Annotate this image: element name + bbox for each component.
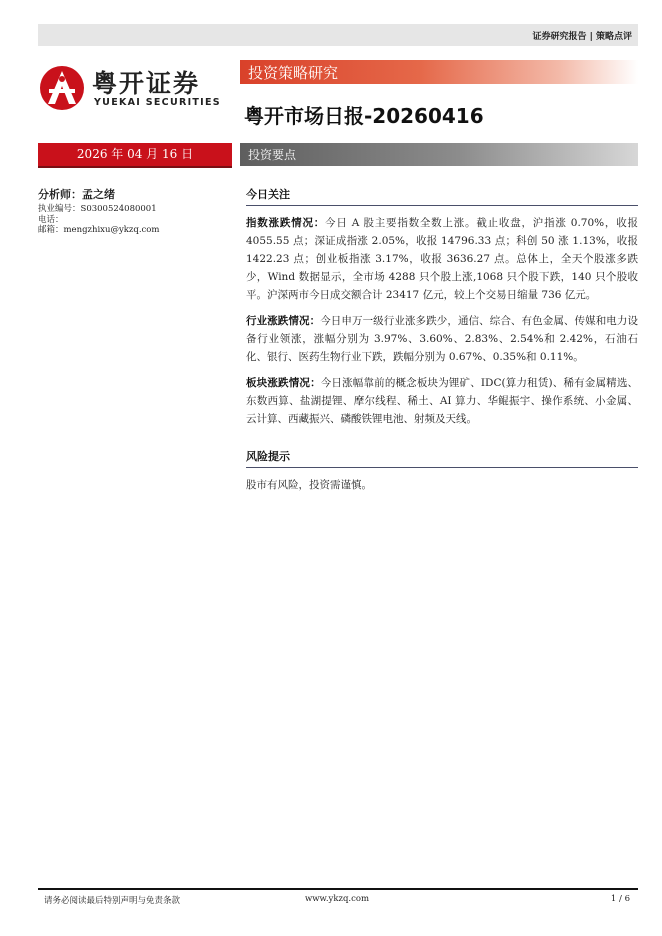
index-performance-text: 今日 A 股主要指数全数上涨。截止收盘，沪指涨 0.70%，收报 4055.55 点；深证成指涨 2.05%，收报 14796.33 点；科创 50 涨 1.13%，收报 1422.23 点；创业板指涨 3.17%，收报 3636.27 点。总体上，全天个股涨多跌少，Wind 数据显示，全市场 4288 只个股上涨,1068 只个股下跌，140 只个股收平。沪深两市今日成交额合计 23417 亿元，较上个交易日缩量 736 亿元。 (246, 217, 639, 301)
index-performance-label: 指数涨跌情况： (246, 217, 326, 229)
index-performance-paragraph (246, 214, 638, 304)
logo-name-en: YUEKAI SECURITIES (94, 97, 221, 108)
analyst-email: 邮箱：mengzhixu@ykzq.com (38, 225, 160, 235)
today-focus-section (246, 186, 638, 428)
category-label: 投资策略研究 (248, 64, 339, 82)
investment-points-header (240, 143, 638, 166)
top-header-bar (38, 24, 638, 46)
footer-disclaimer: 请务必阅读最后特别声明与免责条款 (44, 896, 181, 906)
industry-performance-text: 今日申万一级行业涨多跌少，通信、综合、有色金属、传媒和电力设备行业领涨，涨幅分别为 3.97%、3.60%、2.83%、2.54%和 2.42%，石油石化、银行、医药生物行业下跌，跌幅分别为 0.67%、0.35%和 0.11%。 (246, 315, 639, 363)
sector-performance-paragraph (246, 374, 638, 428)
footer-divider (38, 888, 638, 890)
risk-heading: 风险提示 (246, 448, 638, 468)
investment-points-label: 投资要点 (248, 148, 297, 162)
yuekai-logo-icon (38, 64, 86, 112)
company-logo (38, 64, 228, 112)
industry-performance-label: 行业涨跌情况： (246, 315, 321, 327)
analyst-license: 执业编号：S0300524080001 (38, 204, 157, 214)
sector-performance-text: 今日涨幅靠前的概念板块为锂矿、IDC(算力租赁)、稀有金属精选、东数西算、盐湖提锂、摩尔线程、稀土、AI 算力、华鲲振宇、操作系统、小金属、云计算、西藏振兴、磷酸铁锂电池、射频及天线。 (246, 377, 639, 425)
report-title: 粤开市场日报-20260416 (244, 104, 484, 128)
page-number: 1 / 6 (610, 894, 630, 904)
today-focus-heading: 今日关注 (246, 186, 638, 206)
risk-section (246, 448, 638, 494)
logo-name-cn: 粤开证券 (92, 69, 201, 98)
analyst-phone: 电话： (38, 214, 64, 225)
report-category-label: 证券研究报告 | 策略点评 (532, 32, 632, 42)
risk-text: 股市有风险，投资需谨慎。 (246, 479, 372, 491)
sector-performance-label: 板块涨跌情况： (246, 377, 321, 389)
category-banner (240, 60, 638, 84)
analyst-name: 分析师：孟之绪 (38, 188, 115, 201)
footer-website: www.ykzq.com (305, 894, 370, 904)
analyst-info (38, 186, 228, 236)
industry-performance-paragraph (246, 312, 638, 366)
report-date: 2026 年 04 月 16 日 (38, 143, 232, 168)
